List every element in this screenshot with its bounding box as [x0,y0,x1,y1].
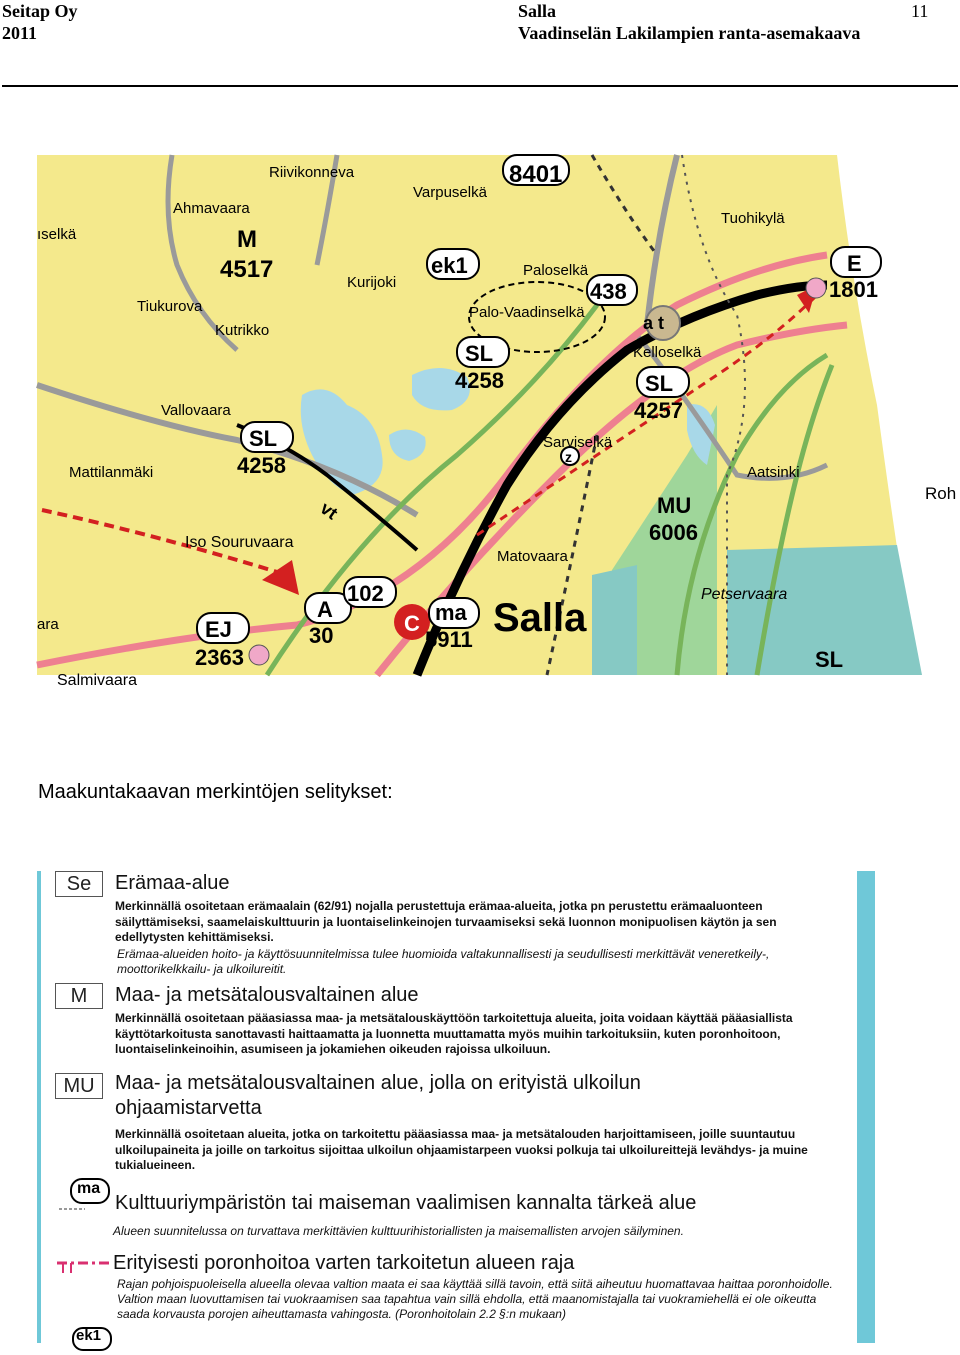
legend-desc-se: Merkinnällä osoitetaan erämaalain (62/91) nojalla perustettuja erämaa-alueita, jotka pn perustettu erämaaluonteen säilyttämiseksi, saamelaiskulttuurin ja luontaiselinkeinojen turvaamiseksi sekä luonnon monipuolisen käytön ja sen edellytysten kehittämiseksi. [115,899,777,944]
label-iso-souruvaara: Iso Souruvaara [185,534,294,551]
badge-sl-c: SL [645,371,674,396]
label-vt: vt [316,497,342,524]
label-paloselka: Paloselkä [523,262,589,279]
badge-a: A [317,597,333,622]
badge-ej: EJ [205,617,232,642]
label-matovaara: Matovaara [497,548,568,565]
badge-438: 438 [590,279,627,304]
badge-ek1: ek1 [431,253,468,278]
badge-at: a t [643,313,665,333]
label-palo-vaadinselka: Palo-Vaadinselkä [469,304,585,321]
badge-e-number: 1801 [829,277,878,302]
label-salla-town: Salla [493,596,587,640]
header-rule [2,85,958,87]
label-tuohikyla: Tuohikylä [721,210,785,227]
legend-right-stripe [857,871,875,1343]
label-kutrikko: Kutrikko [215,322,270,339]
legend-symbol-reindeer-boundary [55,1255,111,1280]
legend-note-ma: Alueen suunnitelussa on turvattava merkittävien kulttuurihistoriallisten ja maisemallisten arvojen säilyminen. [113,1224,684,1238]
badge-102: 102 [347,581,384,606]
legend-title-mu-line1: Maa- ja metsätalousvaltainen alue, jolla on erityistä ulkoilun [115,1072,641,1094]
m-code: M [237,226,257,253]
badge-mu: MU [657,493,692,518]
badge-c: C [404,611,420,636]
document-year: 2011 [2,23,38,43]
legend-code-m: M [55,983,103,1009]
badge-sl-b-number: 4258 [237,453,286,478]
legend-panel [37,871,875,1343]
m-number: 4517 [220,256,274,283]
legend-title-ma: Kulttuuriympäristön tai maiseman vaalimisen kannalta tärkeä alue [115,1192,697,1214]
badge-sl-d: SL [815,647,844,672]
badge-ma-number: 5911 [425,627,473,652]
label-ahmavaara: Ahmavaara [173,200,250,217]
label-sarviselka: Sarviselkä [543,434,613,451]
legend-code-se: Se [55,871,103,897]
legend-code-ek1: ek1 [76,1327,102,1344]
legend-caption: Maakuntakaavan merkintöjen selitykset: [38,781,393,803]
legend-code-mu: MU [55,1073,103,1099]
badge-8401: 8401 [509,161,563,188]
badge-ej-number: 2363 [195,645,244,670]
label-varpuselka: Varpuselkä [413,184,487,201]
label-aatsinki: Aatsinki [747,464,800,481]
plan-title: Vaadinselän Lakilampien ranta-asemakaava [518,23,861,43]
teal-area-2 [592,565,637,675]
label-ara: ara [37,616,59,633]
label-kelloselka: Kelloselkä [633,344,702,361]
badge-sl-c-number: 4257 [634,398,683,423]
company-name: Seitap Oy [2,1,78,21]
legend-title-m: Maa- ja metsätalousvaltainen alue [115,984,419,1006]
badge-sl-b: SL [249,426,278,451]
badge-e: E [847,251,862,276]
legend-left-stripe [37,871,41,1343]
badge-sl-a: SL [465,341,494,366]
badge-ma: ma [435,600,467,625]
regional-plan-map [37,155,957,689]
label-tiukurova: Tiukurova [137,298,203,315]
badge-a-number: 30 [309,623,334,648]
label-vallovaara: Vallovaara [161,402,231,419]
label-mattilanmaki: Mattilanmäki [69,464,154,481]
municipality-name: Salla [518,1,557,21]
legend-title-mu-line2: ohjaamistarvetta [115,1097,262,1119]
label-salmivaara: Salmivaara [57,672,138,689]
legend-title-se: Erämaa-alue [115,872,230,894]
page-number: 11 [911,1,929,21]
label-roh: Roh [925,484,957,503]
badge-mu-number: 6006 [649,520,698,545]
label-riivikonneva: Riivikonneva [269,164,355,181]
legend-title-reindeer-boundary: Erityisesti poronhoitoa varten tarkoitetun alueen raja [113,1252,575,1274]
label-kurijoki: Kurijoki [347,274,397,291]
pink-dot-ej [249,645,269,665]
label-z: z [565,449,572,465]
legend-desc-m: Merkinnällä osoitetaan pääasiassa maa- ja metsätalouskäyttöön tarkoitettuja alueita, joita voidaan käyttää pääasiallista käyttötarkoitusta sanottavasti haittaamatta ja luonnetta muuttamatta myös muihin tarkoituksiin, kuten poronhoitoon, luontaiselinkeinoihin, asumiseen ja jokamiehen oikeuden rajoissa ulkoiluun. [115,1011,793,1056]
badge-sl-a-number: 4258 [455,368,504,393]
label-petservaara: Petservaara [701,586,788,603]
legend-note-reindeer-boundary: Rajan pohjoispuoleisella alueella olevaa valtion maata ei saa käyttää sillä tavoin, että siitä aiheutuu huomattavaa haittaa poronhoidolle. Valtion maan luovuttamisen tai vuokraamisen saa tapahtua vain sillä ehdolla, että maanomistajalla tai vuokramiehellä ei ole oikeutta saada korvausta porojen aiheuttamasta vahingosta. (Poronhoitolain 2.2 §:n mukaan) [117,1277,833,1321]
pink-dot-e [806,278,826,298]
legend-note-se: Erämaa-alueiden hoito- ja käyttösuunnitelmissa tulee huomioida valtakunnallisesti ja seudullisesti merkittävät veneretkeily-, moottorikelkkailu- ja ulkoilureitit. [117,947,770,976]
legend-desc-mu: Merkinnällä osoitetaan alueita, jotka on tarkoitettu pääasiassa maa- ja metsätalouden harjoittamiseen, joille suuntautuu ulkoilupaineita ja joille on tarkoitus sijoittaa ulkoilun ohjaamistarpeen vuoksi polkuja tai ulkoilureittejä levähdys- ja muine tukialueineen. [115,1127,808,1172]
label-iselka: ıselkä [37,226,77,243]
legend-code-ma: ma [77,1180,101,1197]
